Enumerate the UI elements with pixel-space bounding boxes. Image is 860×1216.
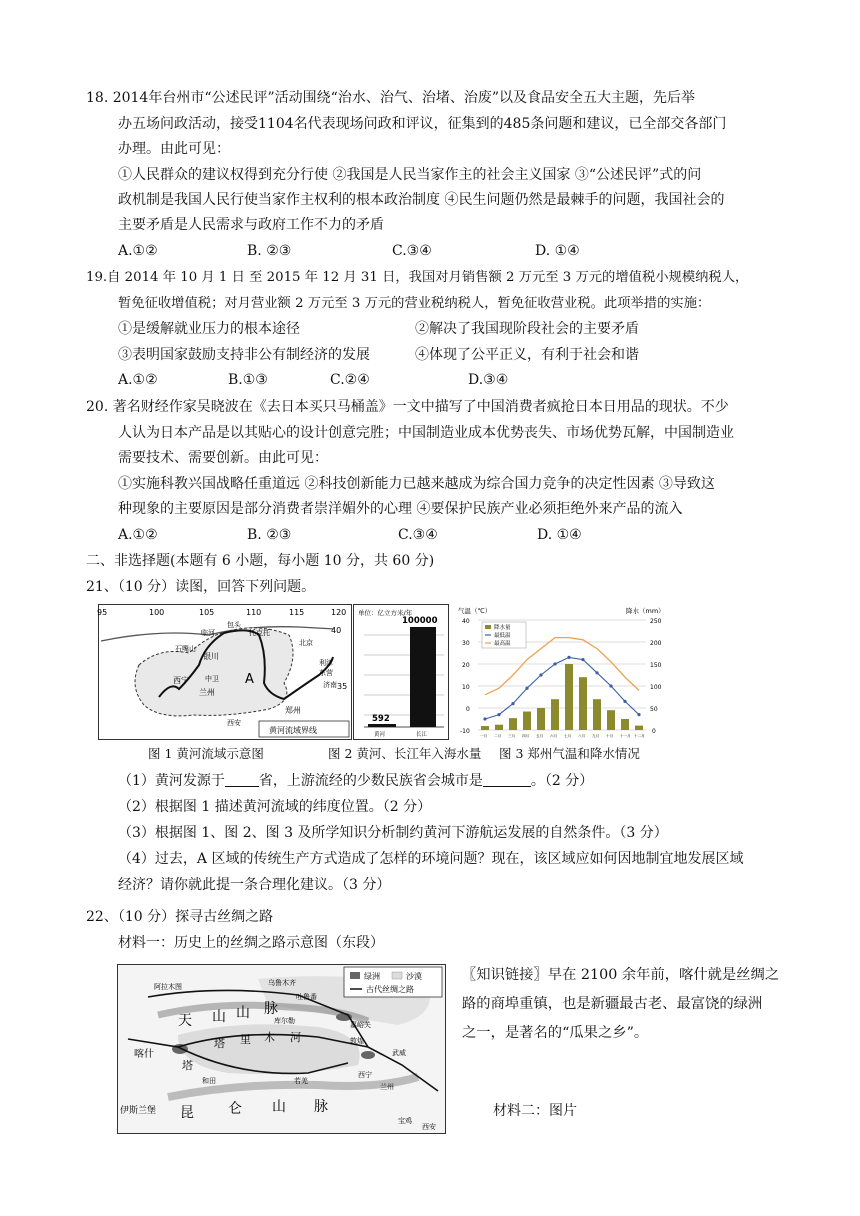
lon-105: 105 [199, 608, 215, 617]
label-shan3: 山 [272, 1099, 286, 1115]
q20-option-c: C.③④ [398, 527, 438, 543]
lon-120: 120 [331, 608, 347, 617]
precip-tick-200: 200 [650, 640, 662, 647]
q21-sub4-line2: 经济？请你就此提一条合理化建议。（3 分） [118, 877, 391, 893]
min-temp-point [539, 673, 542, 676]
label-baoji: 宝鸡 [398, 1117, 412, 1125]
place-xining: 西宁 [173, 676, 189, 685]
q21-sub1-blank-city[interactable] [483, 772, 531, 787]
lon-110: 110 [246, 608, 262, 617]
lon-95: 95 [97, 608, 108, 617]
precip-tick-0: 0 [652, 728, 656, 735]
q20-option-a: A.①② [118, 527, 158, 543]
legend-swatch-oasis [350, 972, 360, 979]
place-beijing: 北京 [299, 639, 313, 647]
min-temp-points [483, 656, 640, 721]
label-mu: 木 [264, 1031, 275, 1044]
q21-sub1-text-b: 省，上游流经的少数民族省会城市是 [258, 773, 483, 789]
yellow-river-map-svg [99, 605, 351, 739]
runoff-chart-svg [354, 605, 448, 739]
precip-bar [565, 664, 573, 730]
q20-line4: ①实施科教兴国战略任重道远 ②科技创新能力已越来越成为综合国力竞争的决定性因素 ③导致这 [118, 476, 715, 492]
q19-stmt-3: ③表明国家鼓励支持非公有制经济的发展 [118, 347, 370, 363]
month-label: 五月 [536, 734, 544, 738]
place-zhongwei: 中卫 [205, 675, 219, 683]
label-xining: 西宁 [358, 1071, 372, 1079]
temp-tick-10: 10 [462, 684, 470, 691]
q18-option-b: B. ②③ [247, 243, 292, 259]
month-label: 四月 [522, 734, 530, 738]
q22-link-line2: 路的商埠重镇，也是新疆最古老、最富饶的绿洲 [462, 996, 763, 1012]
q18-option-a: A.①② [118, 243, 158, 259]
q19-line1: 19.自 2014 年 10 月 1 日 至 2015 年 12 月 31 日，我国对月销售额 2 万元至 3 万元的增值税小规模纳税人， [86, 270, 749, 285]
q19-option-b: B.①③ [228, 372, 268, 388]
min-temp-point [595, 671, 598, 674]
precip-bar [495, 725, 503, 730]
place-dongying: 东营 [319, 669, 333, 677]
place-baotou: 包头 [227, 621, 241, 629]
lat-35: 35 [337, 682, 348, 691]
label-turpan: 吐鲁番 [296, 993, 317, 1001]
label-islamabad: 伊斯兰堡 [120, 1106, 157, 1116]
temp-tick-40: 40 [462, 618, 470, 625]
min-temp-point [581, 658, 584, 661]
legend-route: 古代丝绸之路 [366, 985, 414, 994]
month-label: 三月 [508, 734, 516, 738]
fig1-legend-label: 黄河流域界线 [269, 726, 317, 735]
q22-title: 22、（10 分）探寻古丝绸之路 [86, 909, 274, 925]
precip-tick-50: 50 [650, 706, 658, 713]
q21-title: 21、（10 分）读图，回答下列问题。 [86, 579, 316, 595]
precip-bar [481, 726, 489, 730]
q18-line3: 办理。由此可见： [118, 141, 230, 157]
label-huanghe: 黄河 [374, 732, 386, 738]
q20-line1: 20. 著名财经作家吴晓波在《去日本买只马桶盖》一文中描写了中国消费者疯抢日本日用品的现状。不少 [86, 399, 729, 415]
min-temp-point [511, 702, 514, 705]
label-kashgar: 喀什 [134, 1049, 154, 1060]
precip-tick-100: 100 [650, 684, 662, 691]
label-mai2: 脉 [314, 1099, 328, 1115]
label-shan1: 山 [212, 1009, 226, 1025]
value-huanghe: 592 [372, 714, 390, 724]
label-li: 里 [240, 1033, 251, 1046]
place-zhengzhou: 郑州 [285, 706, 301, 715]
month-label: 六月 [550, 734, 558, 738]
precip-bar [621, 719, 629, 730]
min-temp-point [525, 687, 528, 690]
min-temp-point [623, 700, 626, 703]
label-mai1: 脉 [264, 1001, 278, 1017]
label-shan2: 山 [236, 1005, 250, 1021]
q22-link-line1: 〖知识链接〗早在 2100 余年前，喀什就是丝绸之 [462, 967, 780, 983]
legend-min: 最低温 [494, 633, 511, 639]
figure2-runoff-chart [353, 604, 449, 740]
figure1-yellow-river-map [98, 604, 352, 740]
month-label: 十月 [606, 734, 614, 738]
legend-max: 最高温 [494, 641, 511, 647]
label-almaty: 阿拉木图 [154, 983, 182, 991]
precip-bars [481, 664, 643, 730]
temp-tick-0: 0 [466, 706, 470, 713]
region-a-label: A [245, 672, 254, 687]
q22-link-line3: 之一，是著名的“瓜果之乡”。 [462, 1025, 649, 1041]
lat-40: 40 [331, 626, 342, 635]
silk-road-map-svg [118, 965, 445, 1133]
label-ta: 塔 [214, 1037, 225, 1050]
q20-option-d: D. ①④ [537, 527, 582, 543]
bar-changjiang [410, 627, 436, 727]
precip-axis-title: 降水（mm） [626, 607, 665, 615]
q21-sub1-text-c: 。（2 分） [530, 773, 594, 789]
min-temp-point [553, 662, 556, 665]
q19-line2: 暂免征收增值税；对月营业额 2 万元至 3 万元的营业税纳税人，暂免征收营业税。此项举措的实施： [118, 296, 711, 311]
q19-stmt-1: ①是缓解就业压力的根本途径 [118, 321, 300, 337]
lon-115: 115 [289, 608, 305, 617]
place-shizuishan: 石嘴山 [175, 645, 196, 653]
temp-axis-title: 气温（℃） [458, 607, 492, 615]
precip-bar [593, 699, 601, 730]
label-lanzhou: 兰州 [380, 1083, 394, 1091]
q19-option-d: D.③④ [468, 372, 509, 388]
label-urumqi: 乌鲁木齐 [268, 979, 296, 987]
q20-line5: 种现象的主要原因是部分消费者崇洋媚外的心理 ④要保护民族产业必须拒绝外来产品的流入 [118, 501, 683, 517]
q21-sub1-text-a: （1）黄河发源于 [118, 773, 225, 789]
legend-swatch-desert [392, 972, 402, 979]
label-hotan: 和田 [202, 1077, 216, 1085]
label-wuwei: 武威 [392, 1049, 406, 1057]
q20-line2: 人认为日本产品是以其贴心的设计创意完胜；中国制造业成本优势丧失、市场优势瓦解，中国制造业 [118, 425, 734, 441]
place-xian: 西安 [227, 719, 241, 727]
q19-option-a: A.①② [118, 372, 158, 388]
fig2-caption: 图 2 黄河、长江年入海水量 [328, 746, 482, 761]
q18-line1: 18. 2014年台州市“公述民评”活动围绕“治水、治气、治堵、治废”以及食品安全五大主题，先后举 [86, 90, 695, 106]
oasis-hexi [361, 1051, 375, 1059]
place-lijin: 利津 [319, 659, 333, 667]
fig2-unit-label: 单位：亿立方米/年 [358, 609, 413, 617]
month-label: 二月 [494, 734, 502, 738]
label-jiayuguan: 嘉峪关 [350, 1021, 371, 1029]
label-ta2: 塔 [182, 1059, 193, 1072]
climate-chart-svg [456, 604, 668, 738]
label-korla: 库尔勒 [274, 1017, 295, 1025]
fig3-caption: 图 3 郑州气温和降水情况 [499, 746, 640, 761]
place-linhe: 临河 [201, 629, 215, 637]
precip-tick-150: 150 [650, 662, 662, 669]
min-temp-point [637, 713, 640, 716]
legend-precip: 降水量 [494, 625, 511, 631]
q18-option-c: C.③④ [392, 243, 432, 259]
label-ruoqiang: 若羌 [294, 1077, 308, 1085]
q18-line6: 主要矛盾是人民需求与政府工作不力的矛盾 [118, 217, 384, 233]
label-lun: 仑 [228, 1101, 242, 1117]
q21-sub4-line1: （4）过去，A 区域的传统生产方式造成了怎样的环境问题？现在，该区域应如何因地制宜地发展区域 [118, 851, 744, 867]
q21-sub3: （3）根据图 1、图 2、图 3 及所学知识分析制约黄河下游航运发展的自然条件。（3 分） [118, 825, 668, 841]
label-kun: 昆 [180, 1105, 194, 1121]
label-tian: 天 [178, 1013, 192, 1029]
min-temp-point [609, 684, 612, 687]
q18-line5: 政机制是我国人民行使当家作主权利的根本政治制度 ④民生问题仍然是最棘手的问题，我国社会的 [118, 192, 725, 208]
q21-sub2: （2）根据图 1 描述黄河流域的纬度位置。（2 分） [118, 799, 432, 815]
min-temp-point [497, 713, 500, 716]
temp-tick-30: 30 [462, 640, 470, 647]
precip-bar [523, 712, 531, 730]
place-yinchuan: 银川 [203, 652, 219, 661]
q19-stmt-4: ④体现了公平正义，有利于社会和谐 [415, 347, 639, 363]
label-he: 河 [290, 1031, 301, 1044]
bar-huanghe [368, 724, 396, 727]
place-tuoketuo: 托克托 [249, 629, 270, 637]
q18-line4: ①人民群众的建议权得到充分行使 ②我国是人民当家作主的社会主义国家 ③“公述民评”式的问 [118, 167, 702, 183]
place-jinan: 济南 [323, 681, 337, 689]
month-label: 九月 [592, 734, 600, 738]
month-label: 十一月 [620, 734, 631, 738]
precip-bar [579, 677, 587, 730]
month-label: 七月 [564, 734, 572, 738]
q19-stmt-2: ②解决了我国现阶段社会的主要矛盾 [415, 321, 639, 337]
q22-material1: 材料一：历史上的丝绸之路示意图（东段） [118, 935, 384, 951]
silk-road-map [117, 964, 446, 1134]
q20-line3: 需要技术、需要创新。由此可见： [118, 450, 328, 466]
q19-option-c: C.②④ [330, 372, 370, 388]
section-heading: 二、非选择题(本题有 6 小题，每小题 10 分，共 60 分) [86, 553, 435, 569]
q21-sub1 [118, 771, 593, 791]
min-temp-point [567, 656, 570, 659]
precip-bar [537, 708, 545, 730]
q21-sub1-blank-province[interactable] [225, 772, 259, 787]
label-xian: 西安 [422, 1123, 436, 1131]
min-temp-point [483, 717, 486, 720]
value-changjiang: 100000 [402, 616, 438, 626]
q20-option-b: B. ②③ [247, 527, 292, 543]
label-dunhuang: 敦煌 [350, 1037, 364, 1045]
precip-tick-250: 250 [650, 618, 662, 625]
q22-material2: 材料二：图片 [493, 1103, 577, 1119]
label-changjiang: 长江 [416, 732, 428, 738]
temp-tick-neg10: -10 [460, 728, 470, 735]
legend-oasis: 绿洲 [364, 972, 380, 981]
temp-tick-20: 20 [462, 662, 470, 669]
month-label: 一月 [480, 734, 488, 738]
q18-option-d: D. ①④ [535, 243, 580, 259]
precip-bar [607, 710, 615, 730]
precip-bar [509, 718, 517, 730]
place-lanzhou: 兰州 [199, 688, 215, 697]
precip-bar [551, 699, 559, 730]
precip-bar [635, 726, 643, 730]
lon-100: 100 [149, 608, 165, 617]
legend-swatch-precip [485, 625, 491, 629]
fig1-caption: 图 1 黄河流域示意图 [148, 746, 264, 761]
month-label: 十二月 [634, 734, 645, 738]
figure3-climate-chart [456, 604, 668, 738]
q18-line2: 办五场问政活动，接受1104名代表现场问政和评议，征集到的485条问题和建议，已全部交各部门 [118, 116, 727, 132]
legend-desert: 沙漠 [406, 972, 422, 981]
month-label: 八月 [578, 734, 586, 738]
